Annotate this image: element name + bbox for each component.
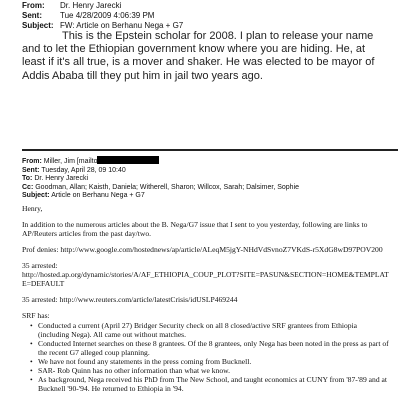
- from-value: Miller, Jim [mailto: [43, 158, 98, 165]
- cc-label: Cc:: [22, 183, 34, 191]
- arrest2-link[interactable]: http://www.reuters.com/article/latestCrisis/idUSLP469244: [59, 295, 238, 304]
- email2-to-row: [22, 175, 299, 184]
- to-label: To:: [22, 175, 33, 183]
- email1-from-row: [22, 1, 183, 11]
- from-label: From:: [22, 158, 42, 165]
- sent-label: Sent:: [22, 11, 42, 20]
- bullet-icon: •: [30, 321, 33, 330]
- bullet-icon: •: [30, 339, 33, 348]
- arrest2-label: 35 arrested:: [22, 295, 58, 304]
- prof-denies-label: Prof denies:: [22, 245, 59, 254]
- srf-bullet-list: [22, 321, 390, 393]
- bullet-icon: •: [30, 357, 33, 366]
- cc-value: Goodman, Allan; Kaisth, Daniela; Witherell, Sharon; Willcox, Sarah; Dalsimer, Sophie: [35, 183, 300, 191]
- separator-line: [22, 149, 398, 151]
- prof-denies-paragraph: [22, 245, 390, 254]
- subject-label: Subject:: [22, 192, 50, 200]
- arrest1-paragraph: [22, 261, 390, 288]
- email2-body: [22, 204, 390, 393]
- list-item: • Conducted a current (April 27) Bridger Security check on all 8 closed/active SRF grantees from Ethiopia (including Nega). All came out without matches.: [30, 321, 358, 339]
- srf-label: SRF has:: [22, 311, 50, 320]
- list-item: • As background, Nega received his PhD from The New School, and taught economics at CUNY from '87-'89 and at Bucknell '90-'94. He returned to Ethiopia in '94.: [30, 375, 388, 393]
- email2-subject-row: [22, 192, 299, 201]
- list-item: • We have not found any statements in the press coming from Bucknell.: [30, 357, 252, 366]
- email1-sent-row: [22, 11, 183, 21]
- subject-value: Article on Berhanu Nega + G7: [51, 192, 145, 200]
- subject-value: FW: Article on Berhanu Nega + G7: [60, 21, 184, 30]
- from-label: From:: [22, 1, 45, 10]
- intro-paragraph: In addition to the numerous articles about the B. Nega/G7 issue that I sent to you yesterday, following are links to AP/Reuters articles from the past day/two.: [22, 220, 368, 238]
- email2-cc-row: [22, 184, 299, 193]
- sent-value: Tuesday, April 28, 09 10:40: [41, 166, 126, 174]
- prof-denies-link[interactable]: http://www.google.com/hostednews/ap/article/ALeqM5jgY-NHdVdSvnoZ7VKdS-r5XdG8wD97POV200: [60, 245, 383, 254]
- email2-from-row: [22, 156, 299, 167]
- arrest1-link[interactable]: http://hosted.ap.org/dynamic/stories/A/AF_ETHIOPIA_COUP_PLOT?SITE=PASUN&SECTION=HOME&TEMPLATE=DEFAULT: [22, 270, 389, 288]
- email1-body: This is the Epstein scholar for 2008. I plan to release your name and to let the Ethiopian government know where you are hiding. He, at least if it's all true, is a mover and shaker. He was elected to be mayor of Addis Ababa till they put him in jail two years ago.: [22, 30, 375, 82]
- redaction-block: [97, 156, 159, 164]
- list-item: • SAR- Rob Quinn has no other information than what we know.: [30, 366, 231, 375]
- bullet-icon: •: [30, 375, 33, 384]
- subject-label: Subject:: [22, 21, 54, 30]
- bullet-icon: •: [30, 366, 33, 375]
- email1-header: [22, 1, 183, 31]
- sent-label: Sent:: [22, 166, 40, 174]
- email2-sent-row: [22, 167, 299, 176]
- email2-header: [22, 156, 299, 201]
- list-item: • Conducted Internet searches on these 8 grantees. Of the 8 grantees, only Nega has been noted in the press as part of the recent G7 alleged coup planning.: [30, 339, 389, 357]
- arrest2-paragraph: [22, 295, 390, 304]
- sent-value: Tue 4/28/2009 4:06:39 PM: [60, 11, 155, 20]
- greeting: Henry,: [22, 204, 43, 213]
- arrest1-label: 35 arrested:: [22, 261, 58, 270]
- to-value: Dr. Henry Jarecki: [34, 175, 89, 183]
- from-value: Dr. Henry Jarecki: [60, 1, 122, 10]
